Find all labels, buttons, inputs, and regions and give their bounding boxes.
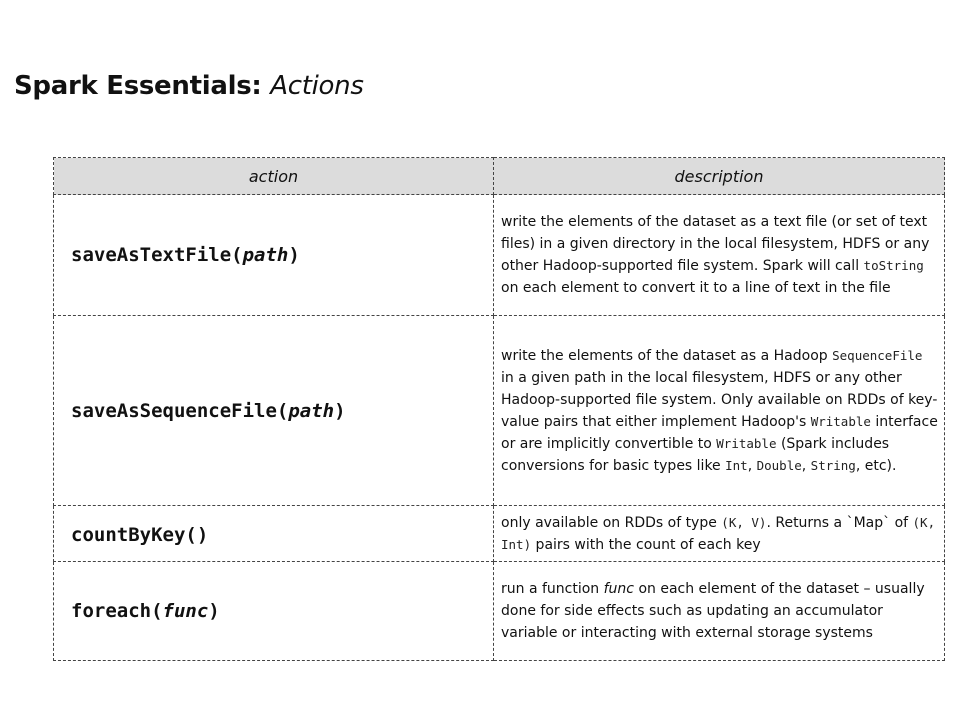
table-row — [54, 195, 945, 316]
desc-text: (Spark includes conversions for basic types like — [501, 435, 890, 474]
action-arg: func — [162, 600, 209, 622]
desc-code: (K, Int) — [501, 514, 936, 552]
action-name: saveAsTextFile( — [71, 244, 243, 266]
action-name: countByKey() — [71, 524, 209, 546]
desc-code: SequenceFile — [832, 347, 923, 363]
action-close: ) — [334, 399, 346, 422]
action-cell — [54, 562, 494, 661]
desc-code: toString — [863, 258, 924, 273]
desc-italic: func — [603, 581, 634, 597]
action-close: ) — [288, 244, 300, 266]
description-cell — [494, 195, 945, 316]
desc-text: write the elements of the dataset as a Hadoop — [501, 347, 833, 364]
action-name: saveAsSequenceFile( — [71, 399, 289, 422]
table-header-row — [54, 158, 945, 195]
desc-text: on each element to convert it to a line of text in the file — [501, 280, 891, 296]
desc-code: Writable — [810, 413, 871, 429]
table-row — [54, 562, 945, 661]
desc-text: write the elements of the dataset as a text file (or set of text files) in a given directory in the local filesystem, HDFS or any other Hadoop-supported file system. Spark will call — [501, 214, 930, 274]
action-close: ) — [208, 600, 220, 622]
desc-text: , — [747, 457, 757, 474]
header-action: action — [54, 158, 494, 195]
desc-text: . Returns a `Map` of — [766, 514, 913, 531]
description-cell — [494, 562, 945, 661]
desc-text: only available on RDDs of type — [501, 514, 722, 531]
desc-text: pairs with the count of each key — [531, 536, 761, 553]
action-arg: path — [242, 244, 289, 266]
desc-code: String — [810, 457, 856, 473]
slide-title — [14, 70, 364, 102]
actions-table — [53, 157, 945, 661]
action-arg: path — [288, 399, 335, 422]
desc-code: (K, V) — [721, 514, 767, 530]
action-cell — [54, 316, 494, 506]
desc-text: interface or are implicitly convertible to — [501, 413, 938, 452]
desc-text: , — [801, 457, 811, 474]
desc-code: Writable — [716, 435, 777, 451]
desc-text: , etc). — [855, 457, 897, 474]
desc-code: Int — [725, 457, 748, 473]
description-cell — [494, 506, 945, 562]
action-name: foreach( — [71, 600, 163, 622]
desc-text: on each element of the dataset – usually done for side effects such as updating an accumulator variable or interacting with external storage systems — [501, 581, 925, 641]
description-cell — [494, 316, 945, 506]
table-row — [54, 506, 945, 562]
desc-code: Double — [756, 457, 802, 473]
desc-text: run a function — [501, 581, 604, 597]
action-cell — [54, 506, 494, 562]
title-bold: Spark Essentials: — [14, 71, 262, 101]
title-light: Actions — [270, 71, 364, 101]
desc-text: in a given path in the local filesystem, HDFS or any other Hadoop-supported file system. Only available on RDDs of key-value pairs that either implement Hadoop's — [501, 369, 938, 430]
table-row — [54, 316, 945, 506]
header-description: description — [494, 158, 945, 195]
action-cell — [54, 195, 494, 316]
